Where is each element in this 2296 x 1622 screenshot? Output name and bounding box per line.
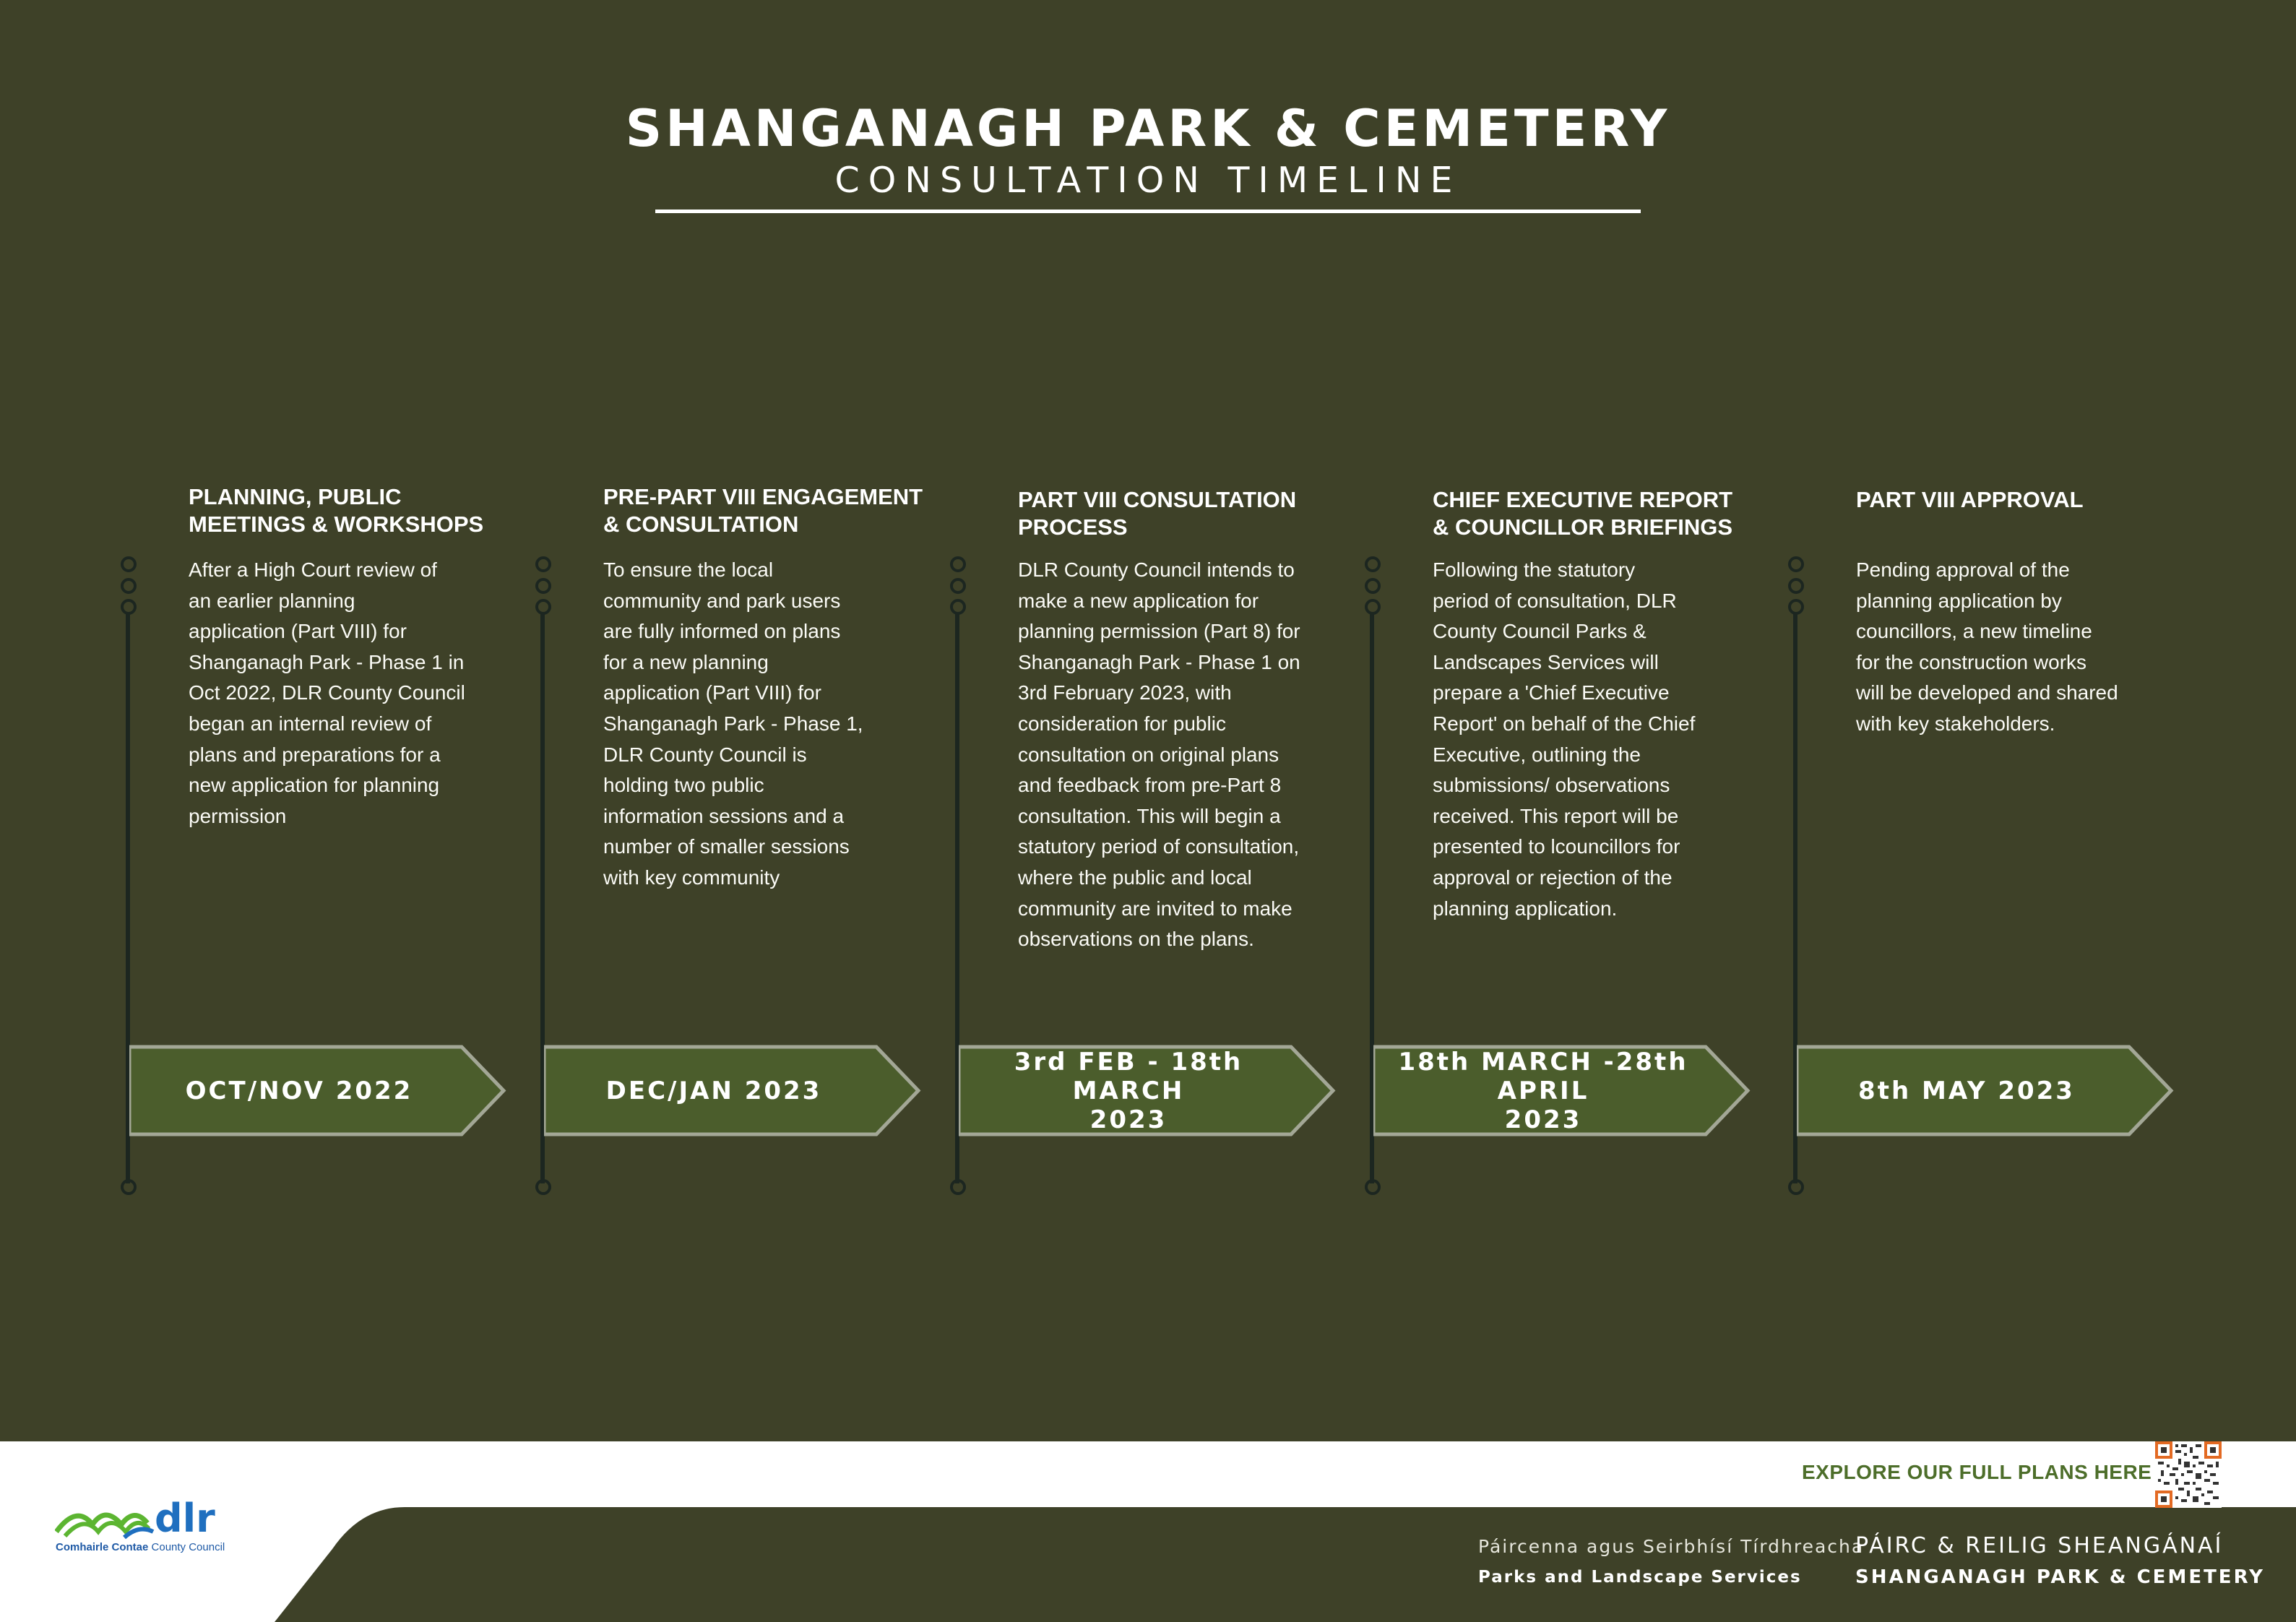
timeline-dot: [535, 578, 551, 594]
timeline-dot: [535, 556, 551, 572]
description-line: presented to lcouncillors for: [1433, 835, 1680, 858]
description-line: Shanganagh Park - Phase 1 in: [189, 650, 465, 673]
date-arrow: [959, 1045, 1336, 1136]
description-line: and feedback from pre-Part 8: [1018, 774, 1282, 797]
date-label: [959, 1045, 1298, 1136]
stage-heading: [1018, 486, 1358, 541]
page-title: SHANGANAGH PARK & CEMETERY: [625, 99, 1671, 158]
description-line: Shanganagh Park - Phase 1 on: [1018, 650, 1300, 673]
description-line: began an internal review of: [189, 712, 432, 735]
stage-description: [603, 555, 907, 894]
description-line: consideration for public: [1018, 712, 1226, 735]
description-line: application (Part VIII) for: [189, 620, 407, 643]
park-name-irish: PÁIRC & REILIG SHEANGÁNAÍ: [1855, 1533, 2224, 1558]
description-line: After a High Court review of: [189, 558, 437, 581]
logo-caption-english: County Council: [151, 1541, 225, 1553]
stage-heading-line: & CONSULTATION: [603, 512, 799, 537]
stage-heading-line: PART VIII APPROVAL: [1856, 487, 2084, 512]
description-line: Oct 2022, DLR County Council: [189, 681, 465, 704]
timeline-dot: [1365, 556, 1381, 572]
description-line: consultation on original plans: [1018, 743, 1279, 766]
stage-heading: [1433, 486, 1772, 541]
stage-heading: [603, 483, 943, 538]
stage-description: [1856, 555, 2159, 740]
timeline-dot: [1365, 578, 1381, 594]
description-line: observations on the plans.: [1018, 928, 1254, 951]
timeline-dot: [1365, 599, 1381, 615]
description-line: application (Part VIII) for: [603, 681, 821, 704]
stage-heading-line: PART VIII CONSULTATION: [1018, 487, 1297, 512]
date-line: 2023: [1089, 1105, 1168, 1134]
date-line: 2023: [1504, 1105, 1582, 1134]
date-label: [1373, 1045, 1713, 1136]
services-english: Parks and Landscape Services: [1478, 1568, 1802, 1587]
timeline-dot: [1788, 599, 1804, 615]
dlr-logo-text: dlr: [155, 1496, 215, 1541]
date-line: 18th MARCH -28th APRIL: [1398, 1047, 1688, 1105]
description-line: DLR County Council is: [603, 743, 807, 766]
description-line: planning application.: [1433, 897, 1618, 920]
description-line: Executive, outlining the: [1433, 743, 1641, 766]
timeline-dot: [121, 556, 137, 572]
description-line: 3rd February 2023, with: [1018, 681, 1232, 704]
park-name-english: SHANGANAGH PARK & CEMETERY: [1855, 1566, 2265, 1588]
description-line: number of smaller sessions: [603, 835, 850, 858]
title-underline: [655, 210, 1641, 213]
description-line: with key community: [603, 866, 780, 889]
footer-dark-shape: [0, 1507, 2296, 1622]
date-line: 8th MAY 2023: [1858, 1076, 2075, 1105]
description-line: community and park users: [603, 589, 841, 612]
timeline-dot: [950, 556, 966, 572]
stage-description: [189, 555, 492, 832]
description-line: Pending approval of the: [1856, 558, 2070, 581]
description-line: for a new planning: [603, 650, 769, 673]
date-arrow: [1373, 1045, 1751, 1136]
description-line: community are invited to make: [1018, 897, 1292, 920]
description-line: County Council Parks &: [1433, 620, 1647, 643]
description-line: Shanganagh Park - Phase 1,: [603, 712, 863, 735]
timeline-dot: [1788, 578, 1804, 594]
description-line: approval or rejection of the: [1433, 866, 1673, 889]
date-arrow: [1797, 1045, 2174, 1136]
stage-heading: [1856, 486, 2196, 514]
date-arrow: [129, 1045, 506, 1136]
header: [0, 94, 2296, 201]
logo-caption: [56, 1541, 225, 1553]
description-line: new application for planning: [189, 774, 440, 797]
description-line: an earlier planning: [189, 589, 355, 612]
description-line: received. This report will be: [1433, 804, 1679, 827]
description-line: Following the statutory: [1433, 558, 1636, 581]
description-line: period of consultation, DLR: [1433, 589, 1677, 612]
timeline-dot: [950, 599, 966, 615]
timeline-dot: [950, 1179, 966, 1195]
description-line: permission: [189, 804, 287, 827]
stage-description: [1018, 555, 1350, 955]
timeline-dot: [121, 578, 137, 594]
explore-plans-link[interactable]: EXPLORE OUR FULL PLANS HERE: [1802, 1461, 2152, 1483]
description-line: planning permission (Part 8) for: [1018, 620, 1300, 643]
description-line: consultation. This will begin a: [1018, 804, 1281, 827]
date-line: DEC/JAN 2023: [605, 1076, 822, 1105]
description-line: plans and preparations for a: [189, 743, 441, 766]
stage-heading-line: PLANNING, PUBLIC: [189, 484, 402, 509]
page-subtitle: CONSULTATION TIMELINE: [834, 160, 1462, 201]
timeline-dot: [121, 1179, 137, 1195]
description-line: for the construction works: [1856, 650, 2087, 673]
timeline-dot: [535, 599, 551, 615]
description-line: Report' on behalf of the Chief: [1433, 712, 1696, 735]
timeline-dot: [1365, 1179, 1381, 1195]
timeline-dot: [535, 1179, 551, 1195]
date-label: [1797, 1045, 2136, 1136]
description-line: To ensure the local: [603, 558, 774, 581]
description-line: information sessions and a: [603, 804, 845, 827]
stage-description: [1433, 555, 1736, 924]
date-arrow: [544, 1045, 921, 1136]
description-line: Landscapes Services will: [1433, 650, 1659, 673]
timeline-dot: [950, 578, 966, 594]
description-line: holding two public: [603, 774, 764, 797]
description-line: make a new application for: [1018, 589, 1259, 612]
stage-heading-line: PRE-PART VIII ENGAGEMENT: [603, 484, 923, 509]
qr-code-icon[interactable]: [2155, 1441, 2222, 1508]
services-irish: Páircenna agus Seirbhísí Tírdhreacha: [1478, 1536, 1865, 1557]
description-line: prepare a 'Chief Executive: [1433, 681, 1670, 704]
description-line: submissions/ observations: [1433, 774, 1670, 797]
description-line: statutory period of consultation,: [1018, 835, 1300, 858]
logo-caption-irish: Comhairle Contae: [56, 1541, 149, 1553]
description-line: will be developed and shared: [1856, 681, 2118, 704]
description-line: councillors, a new timeline: [1856, 620, 2092, 643]
date-line: 3rd FEB - 18th MARCH: [1014, 1047, 1243, 1105]
date-line: OCT/NOV 2022: [185, 1076, 413, 1105]
date-label: [129, 1045, 469, 1136]
timeline-dot: [1788, 556, 1804, 572]
stage-heading-line: MEETINGS & WORKSHOPS: [189, 512, 484, 537]
stage-heading-line: PROCESS: [1018, 514, 1128, 540]
timeline-dot: [1788, 1179, 1804, 1195]
description-line: where the public and local: [1018, 866, 1252, 889]
stage-heading: [189, 483, 528, 538]
stage-heading-line: & COUNCILLOR BRIEFINGS: [1433, 514, 1733, 540]
date-label: [544, 1045, 884, 1136]
description-line: with key stakeholders.: [1856, 712, 2055, 735]
timeline-dot: [121, 599, 137, 615]
description-line: DLR County Council intends to: [1018, 558, 1295, 581]
description-line: are fully informed on plans: [603, 620, 841, 643]
stage-heading-line: CHIEF EXECUTIVE REPORT: [1433, 487, 1733, 512]
description-line: planning application by: [1856, 589, 2062, 612]
